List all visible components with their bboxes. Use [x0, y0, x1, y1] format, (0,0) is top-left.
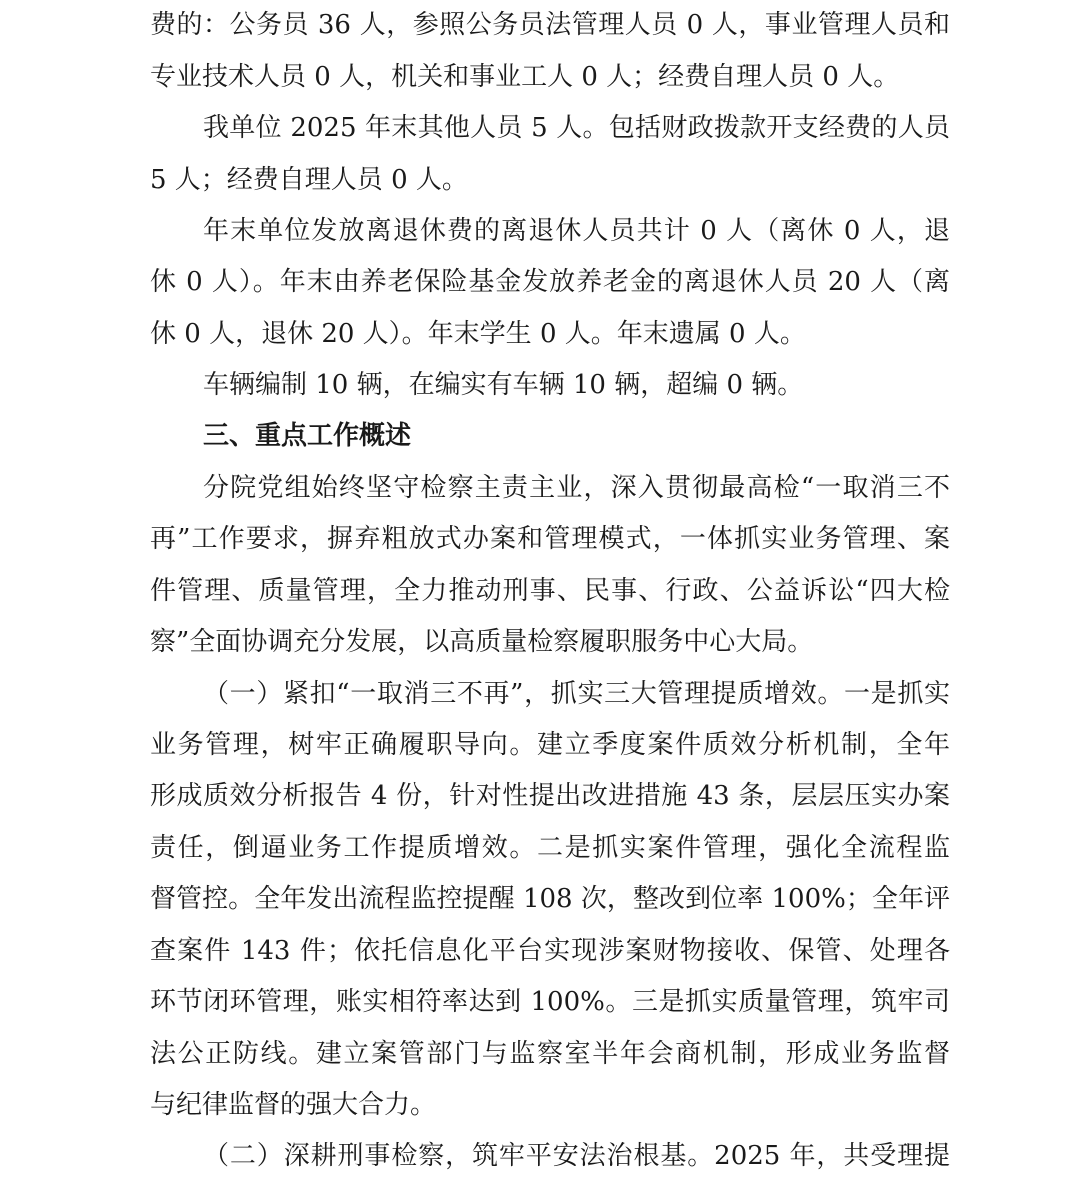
subsection-lead-line: （二）深耕刑事检察，筑牢平安法治根基。2025 年，共受理提	[203, 1141, 950, 1171]
body-text-line: 分院党组始终坚守检察主责主业，深入贯彻最高检“一取消三不	[203, 473, 950, 503]
body-text-line: 查案件 143 件；依托信息化平台实现涉案财物接收、保管、处理各	[150, 936, 950, 966]
body-text-line: 业务管理，树牢正确履职导向。建立季度案件质效分析机制，全年	[150, 730, 950, 760]
body-text-line: 与纪律监督的强大合力。	[150, 1090, 437, 1120]
body-text-line: 年末单位发放离退休费的离退休人员共计 0 人（离休 0 人，退	[203, 216, 950, 246]
body-text-line: 法公正防线。建立案管部门与监察室半年会商机制，形成业务监督	[150, 1039, 950, 1069]
body-text-line: 形成质效分析报告 4 份，针对性提出改进措施 43 条，层层压实办案	[150, 781, 950, 811]
body-text-line: 察”全面协调充分发展，以高质量检察履职服务中心大局。	[150, 627, 814, 657]
body-text-line: 车辆编制 10 辆，在编实有车辆 10 辆，超编 0 辆。	[203, 370, 804, 400]
subsection-lead-line: （一）紧扣“一取消三不再”，抓实三大管理提质增效。一是抓实	[203, 679, 950, 709]
body-text-line: 件管理、质量管理，全力推动刑事、民事、行政、公益诉讼“四大检	[150, 576, 950, 606]
body-text-line: 休 0 人，退休 20 人）。年末学生 0 人。年末遗属 0 人。	[150, 319, 806, 349]
body-text-line: 休 0 人）。年末由养老保险基金发放养老金的离退休人员 20 人（离	[150, 267, 950, 297]
body-text-line: 专业技术人员 0 人，机关和事业工人 0 人；经费自理人员 0 人。	[150, 62, 900, 92]
body-text-line: 我单位 2025 年末其他人员 5 人。包括财政拨款开支经费的人员	[203, 113, 950, 143]
body-text-line: 5 人；经费自理人员 0 人。	[150, 165, 468, 195]
body-text-line: 督管控。全年发出流程监控提醒 108 次，整改到位率 100%；全年评	[150, 884, 950, 914]
body-text-line: 费的：公务员 36 人，参照公务员法管理人员 0 人，事业管理人员和	[150, 10, 950, 40]
body-text-line: 环节闭环管理，账实相符率达到 100%。三是抓实质量管理，筑牢司	[150, 987, 950, 1017]
body-text-line: 责任，倒逼业务工作提质增效。二是抓实案件管理，强化全流程监	[150, 833, 950, 863]
section-heading: 三、重点工作概述	[203, 421, 412, 451]
body-text-line: 再”工作要求，摒弃粗放式办案和管理模式，一体抓实业务管理、案	[150, 524, 950, 554]
